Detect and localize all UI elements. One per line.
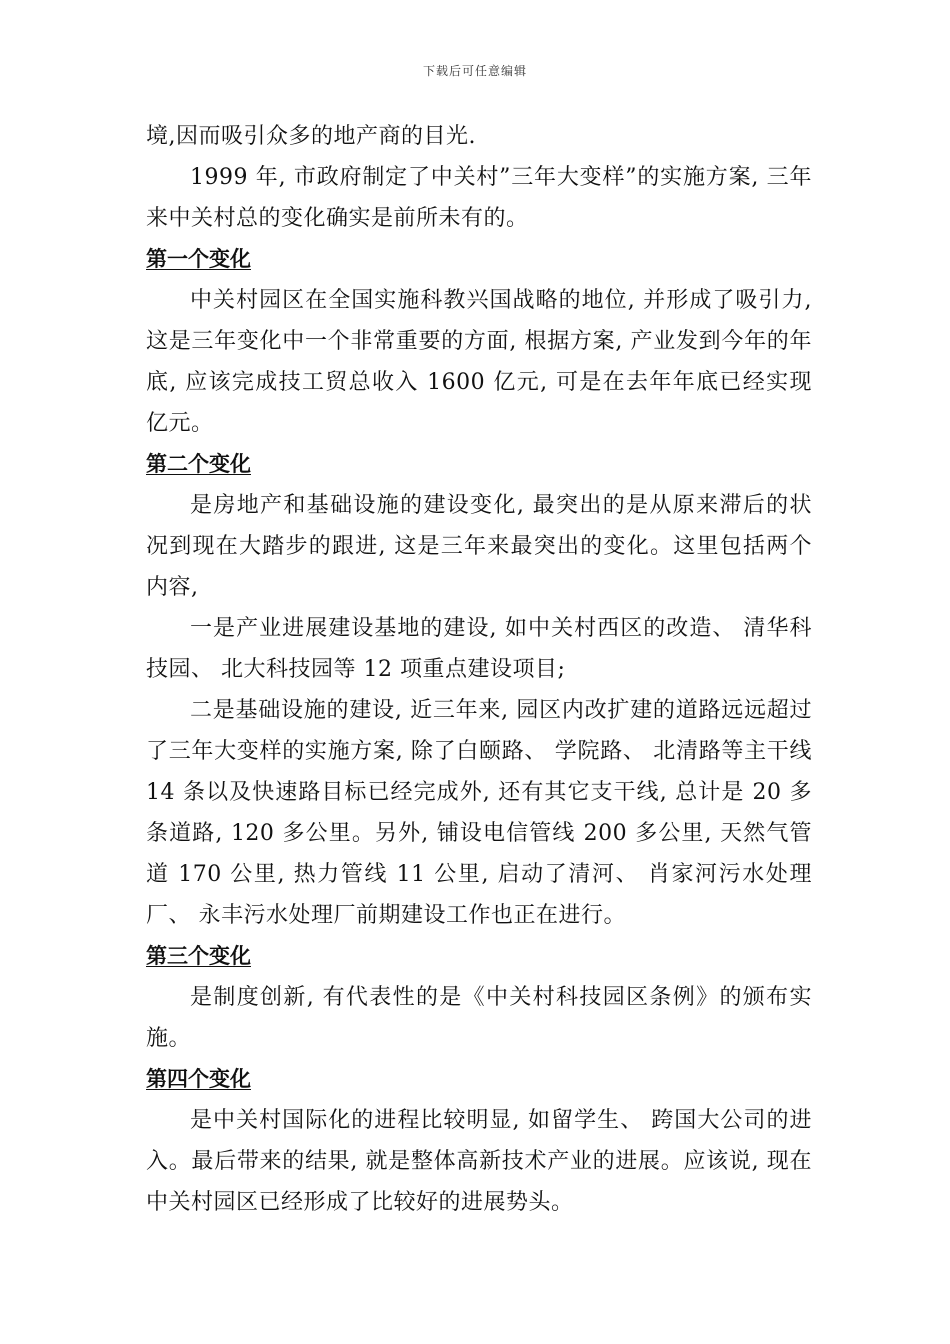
document-body — [146, 116, 812, 1223]
section-heading-2-text: 第二个变化 — [146, 452, 251, 476]
section-heading-3-text: 第三个变化 — [146, 944, 251, 968]
section-heading-3 — [146, 936, 812, 977]
section-heading-2 — [146, 444, 812, 485]
paragraph-6: 二是基础设施的建设, 近三年来, 园区内改扩建的道路远远超过了三年大变样的实施方案, 除了白颐路、 学院路、 北清路等主干线 14 条以及快速路目标已经完成外, 还有其它支干线, 总计是 20 多条道路, 120 多公里。另外, 铺设电信管线 200 多公里, 天然气管道 170 公里, 热力管线 11 公里, 启动了清河、 肖家河污水处理厂、 永丰污水处理厂前期建设工作也正在进行。 — [146, 698, 812, 928]
paragraph-5: 一是产业进展建设基地的建设, 如中关村西区的改造、 清华科技园、 北大科技园等 12 项重点建设项目; — [146, 616, 812, 682]
paragraph-4: 是房地产和基础设施的建设变化, 最突出的是从原来滞后的状况到现在大踏步的跟进, 这是三年来最突出的变化。这里包括两个内容, — [146, 493, 812, 600]
paragraph-7: 是制度创新, 有代表性的是《中关村科技园区条例》的颁布实施。 — [146, 985, 812, 1051]
paragraph-3: 中关村园区在全国实施科教兴国战略的地位, 并形成了吸引力, 这是三年变化中一个非常重要的方面, 根据方案, 产业发到今年的年底, 应该完成技工贸总收入 1600 亿元, 可是在去年年底已经实现 亿元。 — [146, 288, 812, 436]
paragraph-8: 是中关村国际化的进程比较明显, 如留学生、 跨国大公司的进入。最后带来的结果, 就是整体高新技术产业的进展。应该说, 现在中关村园区已经形成了比较好的进展势头。 — [146, 1108, 812, 1215]
paragraph-2: 1999 年, 市政府制定了中关村”三年大变样”的实施方案, 三年来中关村总的变化确实是前所未有的。 — [146, 165, 812, 231]
header-note: 下载后可任意编辑 — [422, 64, 527, 78]
section-heading-4 — [146, 1059, 812, 1100]
section-heading-1 — [146, 239, 812, 280]
section-heading-4-text: 第四个变化 — [146, 1067, 251, 1091]
section-heading-1-text: 第一个变化 — [146, 247, 251, 271]
paragraph-1: 境,因而吸引众多的地产商的目光. — [146, 124, 476, 149]
